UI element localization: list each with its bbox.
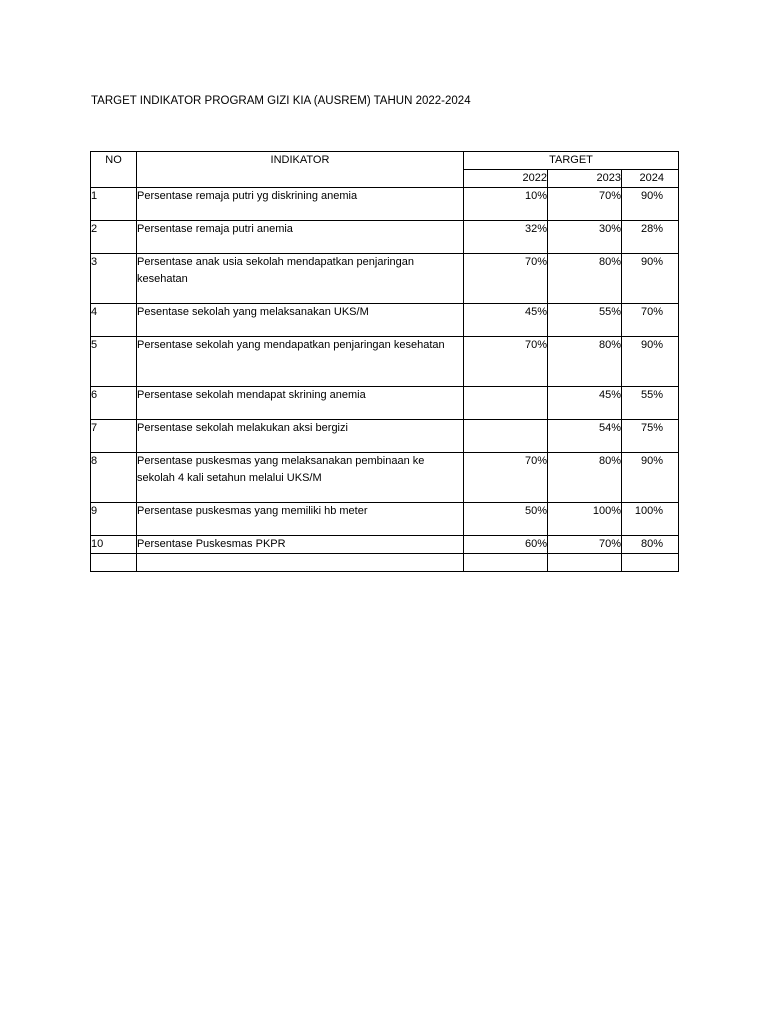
row-indikator: Persentase sekolah melakukan aksi bergizi [137,420,464,453]
row-no: 3 [91,254,137,304]
table-row [91,304,679,337]
row-no: 1 [91,188,137,221]
row-target-2024: 55% [622,387,679,420]
row-target-2024: 90% [622,453,679,503]
row-target-2023: 80% [548,254,622,304]
table-row [91,453,679,503]
row-target-2023: 54% [548,420,622,453]
header-no: NO [91,152,137,188]
empty-cell [91,554,137,572]
row-indikator: Pesentase sekolah yang melaksanakan UKS/M [137,304,464,337]
row-no: 5 [91,337,137,387]
header-indikator: INDIKATOR [137,152,464,188]
table-row [91,337,679,387]
row-target-2023: 30% [548,221,622,254]
row-target-2022: 70% [464,254,548,304]
row-indikator: Persentase Puskesmas PKPR [137,536,464,554]
row-indikator: Persentase anak usia sekolah mendapatkan penjaringan kesehatan [137,254,464,304]
row-target-2023: 45% [548,387,622,420]
row-target-2022 [464,387,548,420]
row-target-2024: 90% [622,188,679,221]
row-target-2022: 60% [464,536,548,554]
row-target-2024: 100% [622,503,679,536]
row-target-2022: 70% [464,453,548,503]
table-row [91,536,679,554]
row-target-2023: 55% [548,304,622,337]
row-indikator: Persentase puskesmas yang melaksanakan pembinaan ke sekolah 4 kali setahun melalui UKS/M [137,453,464,503]
row-target-2024: 28% [622,221,679,254]
row-no: 7 [91,420,137,453]
row-no: 8 [91,453,137,503]
row-target-2024: 70% [622,304,679,337]
page-title: TARGET INDIKATOR PROGRAM GIZI KIA (AUSREM) TAHUN 2022-2024 [91,95,471,107]
empty-table-row [91,554,679,572]
empty-cell [464,554,548,572]
header-year-2024: 2024 [622,170,679,188]
target-indicator-table [90,151,679,572]
row-target-2022: 50% [464,503,548,536]
table-row [91,188,679,221]
row-target-2022: 32% [464,221,548,254]
row-target-2023: 100% [548,503,622,536]
row-indikator: Persentase sekolah mendapat skrining anemia [137,387,464,420]
header-year-2022: 2022 [464,170,548,188]
row-no: 10 [91,536,137,554]
row-target-2023: 70% [548,536,622,554]
row-no: 4 [91,304,137,337]
table-row [91,420,679,453]
row-no: 6 [91,387,137,420]
row-target-2023: 80% [548,453,622,503]
header-target: TARGET [464,152,679,170]
row-target-2022 [464,420,548,453]
row-target-2024: 90% [622,337,679,387]
row-target-2023: 70% [548,188,622,221]
header-year-2023: 2023 [548,170,622,188]
row-no: 2 [91,221,137,254]
row-target-2022: 10% [464,188,548,221]
table-row [91,503,679,536]
table-row [91,387,679,420]
row-target-2022: 45% [464,304,548,337]
empty-cell [548,554,622,572]
row-indikator: Persentase remaja putri yg diskrining anemia [137,188,464,221]
row-target-2022: 70% [464,337,548,387]
table-row [91,221,679,254]
row-indikator: Persentase sekolah yang mendapatkan penjaringan kesehatan [137,337,464,387]
row-indikator: Persentase puskesmas yang memiliki hb meter [137,503,464,536]
empty-cell [622,554,679,572]
table-row [91,254,679,304]
row-target-2024: 80% [622,536,679,554]
row-target-2024: 75% [622,420,679,453]
row-target-2023: 80% [548,337,622,387]
row-target-2024: 90% [622,254,679,304]
empty-cell [137,554,464,572]
row-no: 9 [91,503,137,536]
row-indikator: Persentase remaja putri anemia [137,221,464,254]
